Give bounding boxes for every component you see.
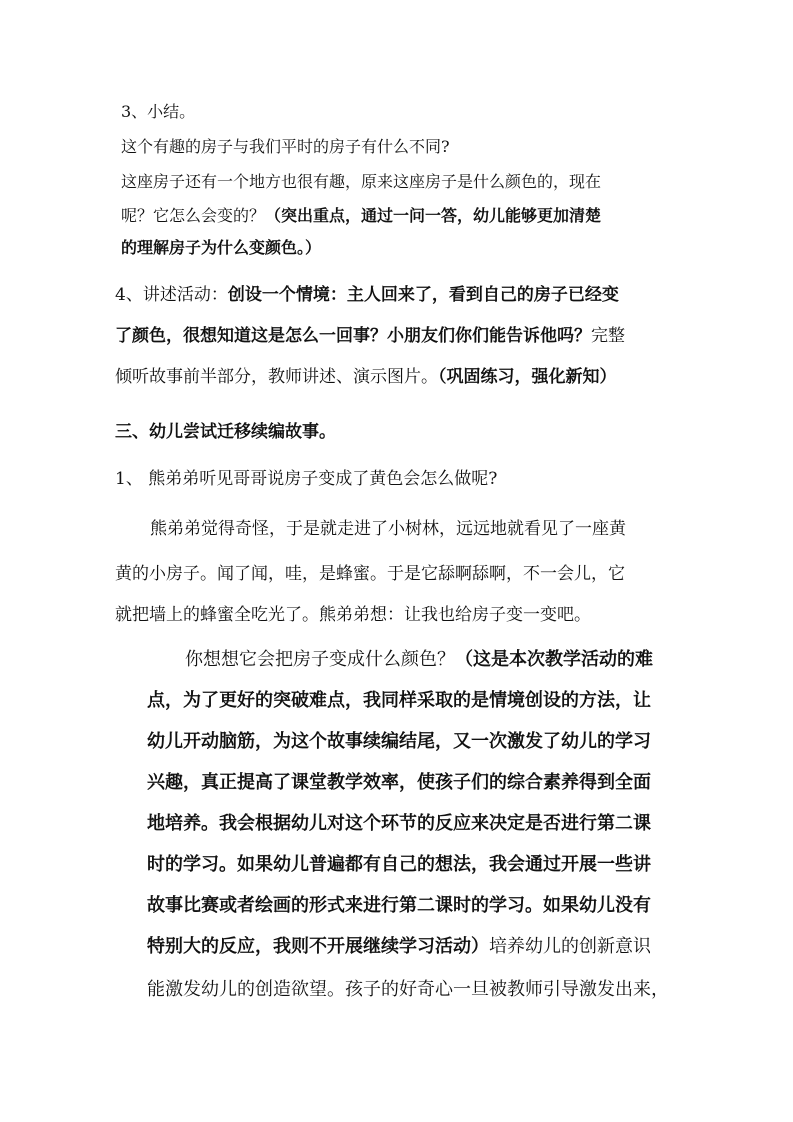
text-run: 培养幼儿的创新意识 [489,936,651,957]
paragraph-line [185,651,653,669]
paragraph-line: 兴趣，真正提高了课堂教学效率，使孩子们的综合素养得到全面 [147,772,651,793]
paragraph-line: 地培养。我会根据幼儿对这个环节的反应来决定是否进行第二课 [147,813,651,834]
bold-text: 创设一个情境：主人回来了，看到自己的房子已经变 [227,285,619,305]
paragraph-line: 就把墙上的蜂蜜全吃光了。熊弟弟想：让我也给房子变一变吧。 [115,605,591,625]
bold-annotation: （这是本次教学活动的难 [455,649,653,670]
paragraph-line: 这座房子还有一个地方也很有趣，原来这座房子是什么颜色的，现在 [121,172,602,191]
paragraph-line: 故事比赛或者绘画的形式来进行第二课时的学习。如果幼儿没有 [147,895,651,916]
paragraph-line: 能激发幼儿的创造欲望。孩子的好奇心一旦被教师引导激发出来， [147,979,669,1000]
paragraph-line: 时的学习。如果幼儿普遍都有自己的想法，我会通过开展一些讲 [147,854,651,875]
paragraph-line: 这个有趣的房子与我们平时的房子有什么不同? [121,137,450,156]
paragraph-line: 熊弟弟觉得奇怪，于是就走进了小树林，远远地就看见了一座黄 [150,519,626,539]
text-run: 你想想它会把房子变成什么颜色？ [185,649,455,670]
bold-annotation: （巩固练习，强化新知） [438,367,617,387]
text-run: 4、讲述活动： [115,285,228,305]
section-heading: 三、幼儿尝试迁移续编故事。 [115,422,336,442]
text-run: 完整 [591,326,625,346]
bold-annotation: 的理解房子为什么变颜色。） [121,238,322,257]
paragraph-line: 黄的小房子。闻了闻，哇，是蜂蜜。于是它舔啊舔啊，不一会儿，它 [115,564,625,584]
paragraph-line [121,208,601,224]
text-run: 呢？它怎么会变的？ [121,206,266,225]
bold-text: 了颜色，很想知道这是怎么一回事？小朋友们你们能告诉他吗？ [115,326,591,346]
paragraph-line: 点，为了更好的突破难点，我同样采取的是情境创设的方法，让 [147,690,651,711]
paragraph-line [115,369,617,386]
bold-annotation: （突出重点，通过一问一答，幼儿能够更加清楚 [265,206,602,225]
paragraph-line [115,328,625,345]
text-run: 倾听故事前半部分，教师讲述、演示图片。 [115,367,438,387]
bold-annotation: 特别大的反应，我则不开展继续学习活动） [147,936,489,957]
paragraph-line: 幼儿开动脑筋，为这个故事续编结尾，又一次激发了幼儿的学习 [147,731,651,752]
paragraph-line [147,938,651,956]
paragraph-line: 1、 熊弟弟听见哥哥说房子变成了黄色会怎么做呢? [115,469,498,489]
subsection-heading-summary: 3、小结。 [121,102,196,121]
paragraph-line [115,287,619,304]
